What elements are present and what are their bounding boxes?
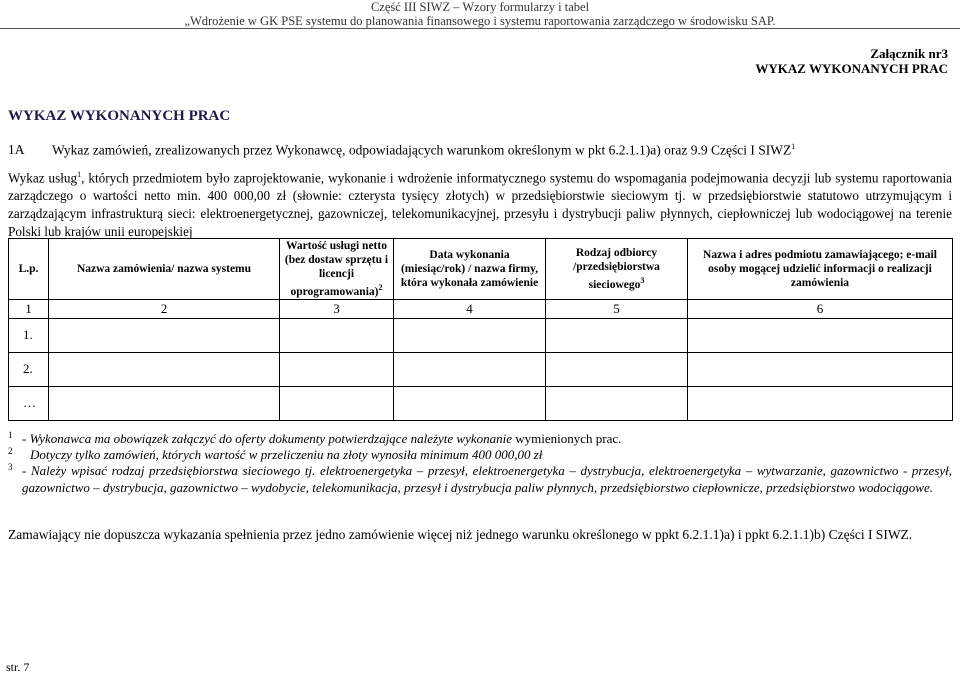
- col-header-date: Data wykonania (miesiąc/rok) / nazwa firmy, która wykonała zamówienie: [394, 239, 546, 300]
- col-header-lp: L.p.: [9, 239, 49, 300]
- table-cell[interactable]: [280, 318, 394, 352]
- attachment-number: Załącznik nr3: [870, 46, 948, 61]
- col-number: 6: [688, 299, 953, 318]
- section-footnote-ref: 1: [791, 142, 796, 151]
- col-header-name: Nazwa zamówienia/ nazwa systemu: [49, 239, 280, 300]
- table-cell[interactable]: [394, 386, 546, 420]
- intro-paragraph: [8, 166, 952, 241]
- main-title: WYKAZ WYKONANYCH PRAC: [8, 108, 231, 124]
- page-number: str. 7: [6, 660, 30, 674]
- col-number: 3: [280, 299, 394, 318]
- footnote-normal-text: wymienionych prac.: [512, 431, 622, 446]
- row-index: …: [9, 386, 49, 420]
- footnote-3: [8, 462, 952, 516]
- table-cell[interactable]: [49, 386, 280, 420]
- running-header-line1: Część III SIWZ – Wzory formularzy i tabel: [370, 0, 590, 14]
- table-cell[interactable]: [280, 386, 394, 420]
- works-table: [8, 238, 953, 421]
- footnote-italic-text: - Należy wpisać rodzaj przedsiębiorstwa sieciowego tj. elektroenergetyka – przesył, elektroenergetyka – dystrybucja, elektroenergetyka – wytwarzanie, gazownictwo - przesył, gazownictwo – dystrybucja, gazownictwo – wydobycie, telekomunikacja, przesył i dystrybucja paliw płynnych, przedsiębiorstwo ciepłownicze, przedsiębiorstwo wodociągowe.: [22, 463, 952, 495]
- section-text: Wykaz zamówień, zrealizowanych przez Wykonawcę, odpowiadających warunkom określonym w pkt 6.2.1.1)a) oraz 9.9 Części I SIWZ: [52, 142, 792, 158]
- footnote-italic-text: Dotyczy tylko zamówień, których wartość w przeliczeniu na złoty wynosiła minimum 400 000,00 zł: [30, 447, 543, 462]
- table-cell[interactable]: [49, 318, 280, 352]
- table-number-row: [9, 299, 953, 318]
- intro-part2: , których przedmiotem było zaprojektowanie, wykonanie i wdrożenie informatycznego systemu do wspomagania podejmowania decyzji lub systemu raportowania zarządczego o wartości netto min. 400 000,00 zł (słownie: czterysta tysięcy złotych) w przedsiębiorstwie sieciowym tj. w przedsiębiorstwie statutowo utrzymującym i zarządzającym infrastrukturą sieci: elektroenergetycznej, gazowniczej, telekomunikacyjnej, przesyłu i dystrybucji paliw płynnych, ciepłowniczej lub wodociągowej na terenie Polski lub krajów unii europejskiej: [8, 170, 952, 240]
- col-header-recipient-type: Rodzaj odbiorcy /przedsiębiorstwa sieciowego$^3$: [546, 239, 688, 300]
- row-index: 1.: [9, 318, 49, 352]
- header-rule: [0, 28, 960, 29]
- col-number: 1: [9, 299, 49, 318]
- attachment-title: WYKAZ WYKONANYCH PRAC: [755, 61, 948, 76]
- col-header-client: Nazwa i adres podmiotu zamawiającego; e-mail osoby mogącej udzielić informacji o realizacji zamówienia: [688, 239, 953, 300]
- table-cell[interactable]: [546, 386, 688, 420]
- table-cell[interactable]: [394, 318, 546, 352]
- closing-paragraph: Zamawiający nie dopuszcza wykazania spełnienia przez jedno zamówienie więcej niż jednego warunku określonego w ppkt 6.2.1.1)a) i ppkt 6.2.1.1)b) Części I SIWZ.: [8, 527, 913, 542]
- col-number: 2: [49, 299, 280, 318]
- intro-footnote-ref: 1: [77, 170, 82, 179]
- footnote-2: [8, 446, 952, 463]
- table-cell[interactable]: [49, 352, 280, 386]
- table-cell[interactable]: [546, 352, 688, 386]
- table-cell[interactable]: [688, 386, 953, 420]
- table-row: [9, 318, 953, 352]
- col-number: 5: [546, 299, 688, 318]
- footnote-mark: 1: [8, 430, 13, 440]
- section-id: 1A: [8, 142, 25, 157]
- col-header-value: Wartość usługi netto (bez dostaw sprzętu i licencji oprogramowania)$^2$: [280, 239, 394, 300]
- section-heading: [52, 142, 795, 159]
- footnote-italic-text: - Wykonawca ma obowiązek załączyć do oferty dokumenty potwierdzające należyte wykonanie: [22, 431, 513, 446]
- row-index: 2.: [9, 352, 49, 386]
- table-cell[interactable]: [688, 352, 953, 386]
- table-row: [9, 352, 953, 386]
- col-number: 4: [394, 299, 546, 318]
- table-cell[interactable]: [394, 352, 546, 386]
- table-header-row: [9, 239, 953, 300]
- running-header-line2: „Wdrożenie w GK PSE systemu do planowania finansowego i systemu raportowania zarządczego w środowisku SAP.: [184, 14, 776, 28]
- table-cell[interactable]: [546, 318, 688, 352]
- table-cell[interactable]: [688, 318, 953, 352]
- intro-part1: Wykaz usług: [8, 170, 78, 186]
- footnote-mark: 2: [8, 446, 13, 456]
- table-cell[interactable]: [280, 352, 394, 386]
- footnote-mark: 3: [8, 462, 13, 472]
- footnote-1: [8, 430, 952, 447]
- table-row: [9, 386, 953, 420]
